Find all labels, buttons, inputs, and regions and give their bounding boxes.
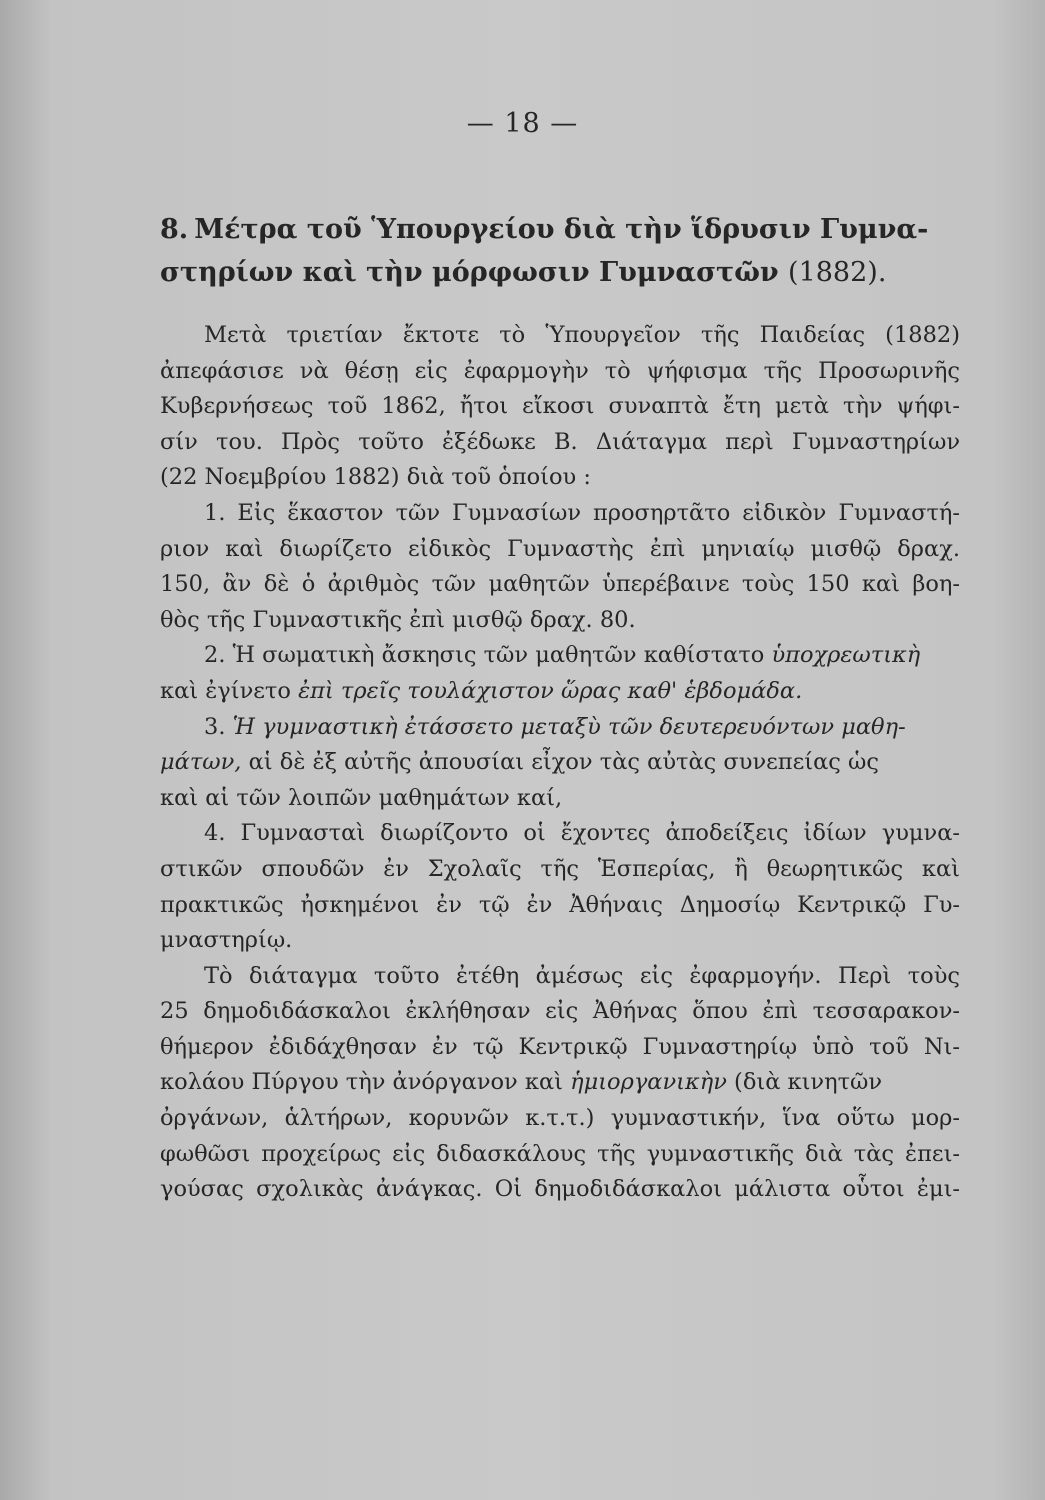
text-line: Τὸ διάταγμα τοῦτο ἐτέθη ἀμέσως εἰς ἐφαρμογήν. Περὶ τοὺς	[204, 962, 960, 989]
text-segment: 2. Ἡ σωματικὴ ἄσκησις τῶν μαθητῶν καθίστατο	[204, 642, 765, 669]
text-line: 4. Γυμνασταὶ διωρίζοντο οἱ ἔχοντες ἀποδείξεις ἰδίων γυμνα-	[204, 820, 960, 847]
text-line: καὶ αἱ τῶν λοιπῶν μαθημάτων καί,	[160, 784, 563, 811]
text-segment: καὶ ἐγίνετο	[160, 677, 291, 704]
text-line: θὸς τῆς Γυμναστικῆς ἐπὶ μισθῷ δραχ. 80.	[160, 606, 636, 633]
text-line: 25 δημοδιδάσκαλοι ἐκλήθησαν εἰς Ἀθήνας ὅπου ἐπὶ τεσσαρακον-	[160, 998, 960, 1025]
text-line	[160, 745, 960, 781]
section-number: 8.	[160, 214, 189, 245]
text-line	[160, 710, 960, 746]
text-line: Κυβερνήσεως τοῦ 1862, ἤτοι εἴκοσι συναπτὰ ἔτη μετὰ τὴν ψήφι-	[160, 393, 960, 420]
text-line	[160, 1065, 960, 1101]
text-segment-italic: Ἡ γυμναστικὴ ἐτάσσετο μεταξὺ τῶν δευτερευόντων μαθη-	[232, 713, 906, 740]
text-line: στικῶν σπουδῶν ἐν Σχολαῖς τῆς Ἑσπερίας, ἢ θεωρητικῶς καὶ	[160, 855, 960, 882]
text-segment-italic: ἐπὶ τρεῖς τουλάχιστον ὥρας καθ' ἑβδομάδα.	[298, 677, 803, 704]
text-line: 150, ἂν δὲ ὁ ἀριθμὸς τῶν μαθητῶν ὑπερέβαινε τοὺς 150 καὶ βοη-	[160, 571, 960, 598]
text-line: Μετὰ τριετίαν ἔκτοτε τὸ Ὑπουργεῖον τῆς Παιδείας (1882)	[204, 322, 960, 348]
text-line	[160, 674, 960, 710]
text-line: ἀπεφάσισε νὰ θέσῃ εἰς ἐφαρμογὴν τὸ ψήφισμα τῆς Προσωρινῆς	[160, 357, 960, 384]
text-line: μναστηρίῳ.	[160, 927, 293, 954]
text-line: 1. Εἰς ἕκαστον τῶν Γυμνασίων προσηρτᾶτο εἰδικὸν Γυμναστή-	[204, 499, 960, 526]
text-segment: (διὰ κινητῶν	[734, 1069, 883, 1096]
page-number: — 18 —	[466, 108, 579, 139]
text-segment-italic: ὑποχρεωτικὴ	[771, 642, 921, 669]
heading-text-2: στηρίων καὶ τὴν μόρφωσιν Γυμναστῶν	[160, 257, 779, 288]
text-line	[160, 638, 960, 674]
text-line: θήμερον ἐδιδάχθησαν ἐν τῷ Κεντρικῷ Γυμναστηρίῳ ὑπὸ τοῦ Νι-	[160, 1033, 960, 1060]
text-segment-italic: μάτων,	[160, 749, 242, 776]
text-line: ριον καὶ διωρίζετο εἰδικὸς Γυμναστὴς ἐπὶ μηνιαίῳ μισθῷ δραχ.	[160, 535, 960, 562]
text-segment: αἱ δὲ ἐξ αὐτῆς ἀπουσίαι εἶχον τὰς αὐτὰς συνεπείας ὡς	[248, 749, 879, 776]
text-segment-italic: ἡμιοργανικὴν	[570, 1069, 727, 1096]
text-line: φωθῶσι προχείρως εἰς διδασκάλους τῆς γυμναστικῆς διὰ τὰς ἐπει-	[160, 1140, 960, 1167]
text-line: (22 Νοεμβρίου 1882) διὰ τοῦ ὁποίου :	[160, 464, 591, 491]
heading-text-1: Μέτρα τοῦ Ὑπουργείου διὰ τὴν ἵδρυσιν Γυμνα-	[194, 214, 929, 245]
text-segment: κολάου Πύργου τὴν ἀνόργανον καὶ	[160, 1069, 563, 1096]
text-segment: 3.	[204, 713, 226, 740]
heading-line-2	[160, 251, 960, 294]
text-line: σίν του. Πρὸς τοῦτο ἐξέδωκε Β. Διάταγμα περὶ Γυμναστηρίων	[160, 428, 960, 455]
text-line: ὀργάνων, ἁλτήρων, κορυνῶν κ.τ.τ.) γυμναστικήν, ἵνα οὕτω μορ-	[160, 1105, 960, 1132]
body-text	[160, 318, 960, 1208]
text-line: πρακτικῶς ἠσκημένοι ἐν τῷ ἐν Ἀθήναις Δημοσίῳ Κεντρικῷ Γυ-	[160, 891, 960, 918]
heading-line-1	[160, 208, 960, 251]
text-line: γούσας σχολικὰς ἀνάγκας. Οἱ δημοδιδάσκαλοι μάλιστα οὗτοι ἐμι-	[160, 1176, 960, 1203]
section-heading	[160, 208, 960, 294]
heading-year: (1882).	[788, 257, 887, 288]
